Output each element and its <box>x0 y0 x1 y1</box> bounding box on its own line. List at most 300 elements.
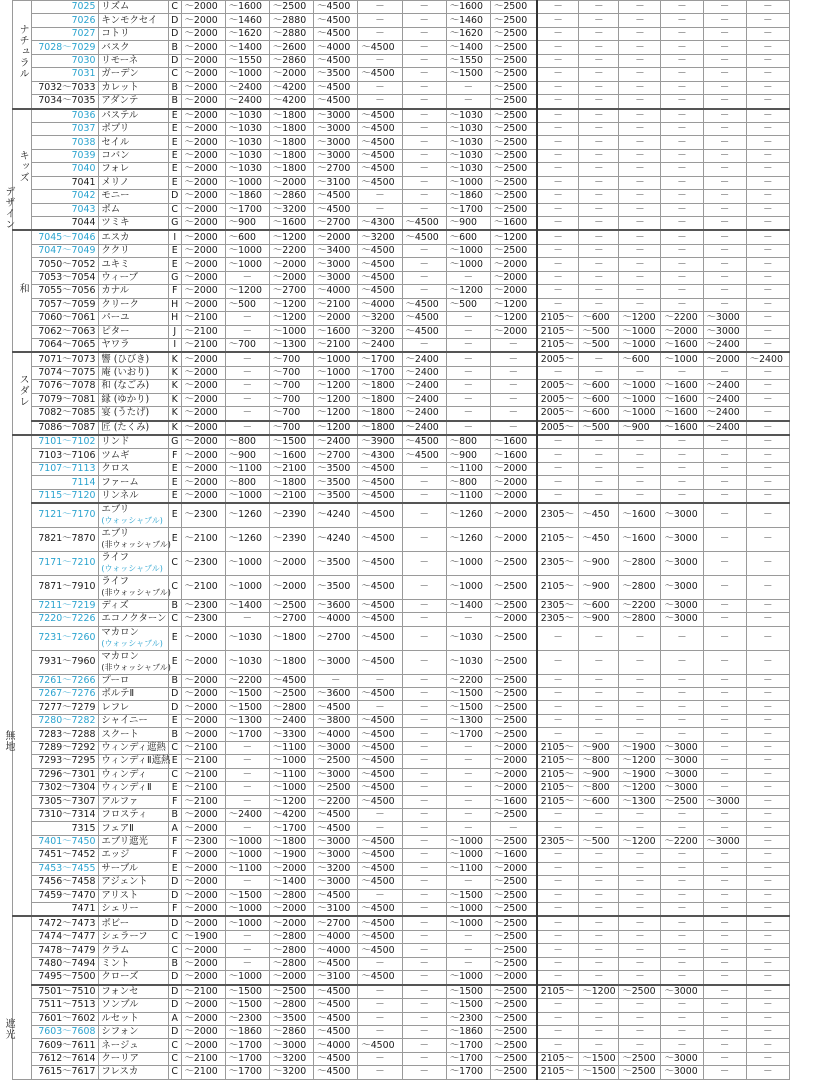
size-value: ～900 <box>579 613 619 626</box>
size-value-extra: － <box>746 503 789 527</box>
size-value: － <box>579 163 619 176</box>
size-value: ～1200 <box>225 285 269 298</box>
size-value: － <box>703 822 746 835</box>
table-row <box>0 230 790 244</box>
size-value: － <box>703 613 746 626</box>
size-value: － <box>579 1039 619 1052</box>
size-value-extra: － <box>746 862 789 875</box>
size-value: ～1000 <box>446 244 490 257</box>
size-value: ～4500 <box>358 903 402 917</box>
size-value: ～1200 <box>579 985 619 999</box>
size-value: ～2000 <box>181 1 225 14</box>
size-value: ～2500 <box>490 808 536 821</box>
size-value: － <box>619 957 661 970</box>
size-value: ～1800 <box>269 476 313 489</box>
size-value: ～2100 <box>181 1052 225 1065</box>
size-value: ～1700 <box>225 1066 269 1079</box>
size-value: ～3000 <box>703 325 746 338</box>
table-row <box>0 435 790 449</box>
size-value-extra: － <box>746 136 789 149</box>
size-value-extra: － <box>746 95 789 109</box>
size-value: ～1300 <box>269 338 313 352</box>
size-value: ～1800 <box>269 163 313 176</box>
size-value: ～3000 <box>314 271 358 284</box>
size-value: ～2500 <box>314 755 358 768</box>
size-value: ～1000 <box>446 551 490 575</box>
size-value: ～2000 <box>181 476 225 489</box>
size-value: － <box>579 203 619 216</box>
size-value: － <box>537 862 579 875</box>
size-value: ～4500 <box>358 916 402 930</box>
size-value-extra: － <box>746 650 789 674</box>
size-value: ～4500 <box>314 889 358 902</box>
size-value: ～1900 <box>269 849 313 862</box>
size-value: － <box>579 190 619 203</box>
size-value-extra: － <box>746 244 789 257</box>
size-value: ～2100 <box>181 527 225 551</box>
size-value: ～2300 <box>181 613 225 626</box>
product-name: リモーネ <box>99 54 168 67</box>
size-value: － <box>661 626 703 650</box>
size-value: ～4500 <box>402 449 446 462</box>
product-name-sub: (非ウォッシャブル) <box>101 540 171 550</box>
size-value: ～3500 <box>314 489 358 503</box>
size-value: － <box>661 1039 703 1052</box>
size-value: － <box>537 109 579 123</box>
size-value: － <box>358 1012 402 1025</box>
table-row <box>0 795 790 808</box>
size-value: ～2500 <box>490 944 536 957</box>
size-value: ～2400 <box>703 338 746 352</box>
size-value: ～2000 <box>181 176 225 189</box>
size-value: － <box>402 808 446 821</box>
size-value: － <box>402 916 446 930</box>
product-number: 7032～7033 <box>32 81 99 94</box>
size-value: ～2000 <box>181 903 225 917</box>
size-value: ～600 <box>619 352 661 366</box>
pattern-code: C <box>168 551 181 575</box>
size-value: － <box>703 190 746 203</box>
size-value: ～2500 <box>490 149 536 162</box>
product-number: 7047～7049 <box>32 244 99 257</box>
pattern-code: I <box>168 230 181 244</box>
table-row <box>0 1066 790 1079</box>
product-name: パーユ <box>99 312 168 325</box>
product-name: クリーク <box>99 298 168 311</box>
size-value: ～3600 <box>314 688 358 701</box>
size-value: － <box>446 366 490 379</box>
size-value: － <box>703 862 746 875</box>
size-value: ～1400 <box>446 41 490 54</box>
size-value: － <box>619 81 661 94</box>
size-value: ～1030 <box>225 136 269 149</box>
size-value: ～1550 <box>225 54 269 67</box>
size-value: － <box>579 822 619 835</box>
size-value: － <box>402 176 446 189</box>
size-value: － <box>358 1052 402 1065</box>
size-value: ～600 <box>579 599 619 612</box>
size-value: ～3600 <box>314 599 358 612</box>
size-value: ～1200 <box>619 835 661 848</box>
size-value: ～2500 <box>490 575 536 599</box>
size-value: ～2500 <box>490 109 536 123</box>
size-value: － <box>490 421 536 435</box>
size-value: ～3200 <box>269 1066 313 1079</box>
size-value: － <box>579 714 619 727</box>
size-value-extra: － <box>746 230 789 244</box>
size-value: － <box>703 449 746 462</box>
size-value: ～2000 <box>269 176 313 189</box>
size-value: ～2880 <box>269 14 313 27</box>
size-value: ～1030 <box>225 122 269 135</box>
size-value: ～4500 <box>358 271 402 284</box>
size-value: ～2000 <box>490 862 536 875</box>
size-value: － <box>661 822 703 835</box>
size-value: － <box>579 95 619 109</box>
size-value-extra: － <box>746 462 789 475</box>
size-value: ～1860 <box>225 1025 269 1038</box>
size-value: ～1000 <box>619 393 661 406</box>
size-value: ～1600 <box>619 503 661 527</box>
size-value-extra: － <box>746 298 789 311</box>
size-value: 2305～ <box>537 599 579 612</box>
size-value: 2305～ <box>537 551 579 575</box>
size-value: ～1900 <box>619 741 661 754</box>
size-value: － <box>661 109 703 123</box>
size-value: － <box>661 217 703 231</box>
size-value: ～4500 <box>358 527 402 551</box>
size-value: ～1600 <box>490 217 536 231</box>
size-value: － <box>703 701 746 714</box>
product-name: アリスト <box>99 889 168 902</box>
size-value: ～1030 <box>446 626 490 650</box>
size-value: ～4000 <box>314 41 358 54</box>
pattern-code: F <box>168 903 181 917</box>
size-value: － <box>579 862 619 875</box>
size-value: 2105～ <box>537 312 579 325</box>
pattern-code: E <box>168 527 181 551</box>
size-value: ～2000 <box>181 203 225 216</box>
table-row <box>0 462 790 475</box>
size-value: － <box>703 626 746 650</box>
size-value: ～1800 <box>269 149 313 162</box>
size-value: － <box>225 407 269 421</box>
size-value: ～2700 <box>314 163 358 176</box>
product-name: ヤワラ <box>99 338 168 352</box>
size-value: 2105～ <box>537 338 579 352</box>
product-number: 7055～7056 <box>32 285 99 298</box>
size-value: － <box>619 876 661 889</box>
size-value: ～3200 <box>358 312 402 325</box>
size-value: ～2600 <box>269 41 313 54</box>
product-name-main: ライフ <box>101 552 129 564</box>
size-value: － <box>619 14 661 27</box>
size-value: ～800 <box>579 755 619 768</box>
size-value: － <box>619 136 661 149</box>
size-value: － <box>446 795 490 808</box>
size-value: － <box>446 822 490 835</box>
size-value: 2105～ <box>537 782 579 795</box>
size-value: ～3000 <box>661 755 703 768</box>
size-value: － <box>358 190 402 203</box>
product-name: 響 (ひびき) <box>99 352 168 366</box>
size-value: － <box>661 81 703 94</box>
size-value: ～1860 <box>225 190 269 203</box>
product-name: ウィンディ遮熱 <box>99 741 168 754</box>
size-value: － <box>661 930 703 943</box>
product-name: ツムギ <box>99 449 168 462</box>
size-value: ～1000 <box>446 916 490 930</box>
table-row <box>0 489 790 503</box>
size-value: － <box>703 971 746 985</box>
size-value: － <box>579 849 619 862</box>
size-value: ～2200 <box>619 599 661 612</box>
size-value-extra: － <box>746 701 789 714</box>
product-number: 7086～7087 <box>32 421 99 435</box>
product-number: 7030 <box>32 54 99 67</box>
size-value: － <box>537 149 579 162</box>
size-value: ～2500 <box>490 835 536 848</box>
size-value: ～1400 <box>225 599 269 612</box>
product-name: セイル <box>99 136 168 149</box>
table-row <box>0 1052 790 1065</box>
size-value: 2105～ <box>537 1052 579 1065</box>
size-value: ～1000 <box>314 352 358 366</box>
size-value-extra: － <box>746 876 789 889</box>
size-value: － <box>703 217 746 231</box>
pattern-code: C <box>168 1 181 14</box>
size-value: ～1500 <box>225 889 269 902</box>
product-number: 7043 <box>32 203 99 216</box>
size-value: － <box>402 203 446 216</box>
size-value: － <box>490 338 536 352</box>
size-value: ～2100 <box>269 462 313 475</box>
size-value: ～3000 <box>269 1039 313 1052</box>
size-value: ～2400 <box>314 435 358 449</box>
size-value: ～2800 <box>619 575 661 599</box>
size-value: － <box>537 688 579 701</box>
size-value: ～2000 <box>181 862 225 875</box>
size-value: － <box>661 1012 703 1025</box>
table-row <box>0 835 790 848</box>
size-value: － <box>619 163 661 176</box>
table-row <box>0 768 790 781</box>
size-value: ～1860 <box>446 1025 490 1038</box>
size-value: ～4500 <box>358 795 402 808</box>
size-value-extra: － <box>746 421 789 435</box>
size-value-extra: － <box>746 285 789 298</box>
size-value: － <box>358 889 402 902</box>
table-row <box>0 1 790 14</box>
size-value: ～2000 <box>490 258 536 271</box>
product-number: 7296～7301 <box>32 768 99 781</box>
product-number: 7036 <box>32 109 99 123</box>
size-value: ～1460 <box>225 14 269 27</box>
size-value: － <box>402 136 446 149</box>
product-name: モニー <box>99 190 168 203</box>
size-value: － <box>446 393 490 406</box>
product-name: プーロ <box>99 674 168 687</box>
size-value: － <box>402 95 446 109</box>
size-value: ～4500 <box>358 41 402 54</box>
table-row <box>0 68 790 81</box>
size-value: － <box>225 755 269 768</box>
table-row <box>0 217 790 231</box>
size-value: ～2000 <box>181 95 225 109</box>
table-row <box>0 27 790 40</box>
size-value: － <box>490 352 536 366</box>
size-value-extra: － <box>746 407 789 421</box>
size-value: － <box>661 203 703 216</box>
table-row <box>0 916 790 930</box>
size-value-extra: － <box>746 338 789 352</box>
size-value: － <box>490 393 536 406</box>
size-value: ～500 <box>225 298 269 311</box>
size-value: － <box>402 190 446 203</box>
product-number: 7453～7455 <box>32 862 99 875</box>
product-name: カナル <box>99 285 168 298</box>
size-value: － <box>490 380 536 393</box>
size-value: ～2000 <box>181 714 225 727</box>
size-value: － <box>703 551 746 575</box>
size-value: ～2500 <box>661 795 703 808</box>
size-value: ～2100 <box>181 755 225 768</box>
size-value: － <box>661 714 703 727</box>
pattern-code: F <box>168 835 181 848</box>
size-value: － <box>703 599 746 612</box>
size-value: ～2100 <box>269 489 313 503</box>
size-value: 2105～ <box>537 768 579 781</box>
product-name: 宴 (うたげ) <box>99 407 168 421</box>
size-value: ～1030 <box>225 109 269 123</box>
size-value: ～2100 <box>181 312 225 325</box>
size-value: ～4500 <box>358 688 402 701</box>
size-value: ～2400 <box>402 380 446 393</box>
size-value: ～3000 <box>661 613 703 626</box>
table-row <box>0 849 790 862</box>
product-number: 7044 <box>32 217 99 231</box>
size-value: ～2000 <box>181 163 225 176</box>
size-value: － <box>579 449 619 462</box>
size-value: ～4500 <box>314 190 358 203</box>
size-value: － <box>537 808 579 821</box>
size-value: － <box>661 971 703 985</box>
size-value: ～4500 <box>314 1 358 14</box>
size-value: 2105～ <box>537 985 579 999</box>
size-value: ～2300 <box>446 1012 490 1025</box>
size-value: － <box>402 876 446 889</box>
size-value: ～1620 <box>225 27 269 40</box>
table-row <box>0 176 790 189</box>
size-value-extra: － <box>746 575 789 599</box>
size-value: ～600 <box>225 230 269 244</box>
size-value: ～2000 <box>490 489 536 503</box>
size-value: ～900 <box>225 449 269 462</box>
size-value: ～2000 <box>181 957 225 970</box>
size-value: ～4500 <box>358 68 402 81</box>
size-value: ～4240 <box>314 527 358 551</box>
size-value: ～1400 <box>446 599 490 612</box>
size-value: － <box>402 551 446 575</box>
size-value: ～1500 <box>446 999 490 1012</box>
size-value-extra: － <box>746 393 789 406</box>
pattern-code: F <box>168 449 181 462</box>
size-value: ～2000 <box>181 258 225 271</box>
size-value: － <box>619 1025 661 1038</box>
size-value: ～4000 <box>314 285 358 298</box>
size-value: ～1000 <box>661 352 703 366</box>
product-name: ディズ <box>99 599 168 612</box>
size-value: ～3000 <box>314 258 358 271</box>
size-value: ～4500 <box>358 462 402 475</box>
size-value: ～2500 <box>490 244 536 257</box>
size-value: － <box>537 258 579 271</box>
size-value: － <box>446 81 490 94</box>
size-value: ～2500 <box>490 957 536 970</box>
size-value: － <box>703 462 746 475</box>
size-value: 2005～ <box>537 352 579 366</box>
size-value: － <box>703 435 746 449</box>
size-value: ～2000 <box>181 68 225 81</box>
pattern-code: G <box>168 217 181 231</box>
size-value: － <box>358 1025 402 1038</box>
group-label: キッズ <box>13 109 32 231</box>
size-value: ～2100 <box>181 782 225 795</box>
size-value: ～1100 <box>269 741 313 754</box>
size-value: ～3000 <box>314 849 358 862</box>
size-value: ～1300 <box>446 714 490 727</box>
size-value: ～2300 <box>181 503 225 527</box>
size-value: ～600 <box>579 312 619 325</box>
size-value: ～2000 <box>181 136 225 149</box>
size-value: － <box>703 1052 746 1065</box>
pattern-code: C <box>168 575 181 599</box>
table-row <box>0 808 790 821</box>
category-label: 無地 <box>0 503 13 984</box>
size-value: － <box>579 999 619 1012</box>
pattern-code: E <box>168 258 181 271</box>
size-value: ～4500 <box>314 27 358 40</box>
size-value: ～2000 <box>490 476 536 489</box>
product-name-sub: (ウォッシャブル) <box>101 564 163 574</box>
size-value: ～500 <box>579 421 619 435</box>
size-value: ～2400 <box>402 352 446 366</box>
size-value: ～2300 <box>181 599 225 612</box>
product-name: フェアⅡ <box>99 822 168 835</box>
size-value: ～1700 <box>269 822 313 835</box>
pattern-code: B <box>168 728 181 741</box>
size-value: ～2000 <box>269 862 313 875</box>
size-value: ～2100 <box>181 1066 225 1079</box>
size-value-extra: － <box>746 149 789 162</box>
size-value: － <box>703 1039 746 1052</box>
size-value: ～500 <box>579 835 619 848</box>
size-value: － <box>619 190 661 203</box>
size-value: ～3000 <box>703 312 746 325</box>
size-value: ～2000 <box>490 527 536 551</box>
size-value: － <box>402 41 446 54</box>
size-value: ～3200 <box>269 1052 313 1065</box>
size-value-extra: － <box>746 971 789 985</box>
product-name: ウィーブ <box>99 271 168 284</box>
product-number: 7053～7054 <box>32 271 99 284</box>
product-number: 7041 <box>32 176 99 189</box>
size-value: － <box>703 1066 746 1079</box>
table-row <box>0 136 790 149</box>
size-value: ～4500 <box>314 95 358 109</box>
pattern-code: E <box>168 626 181 650</box>
size-value: ～800 <box>225 435 269 449</box>
